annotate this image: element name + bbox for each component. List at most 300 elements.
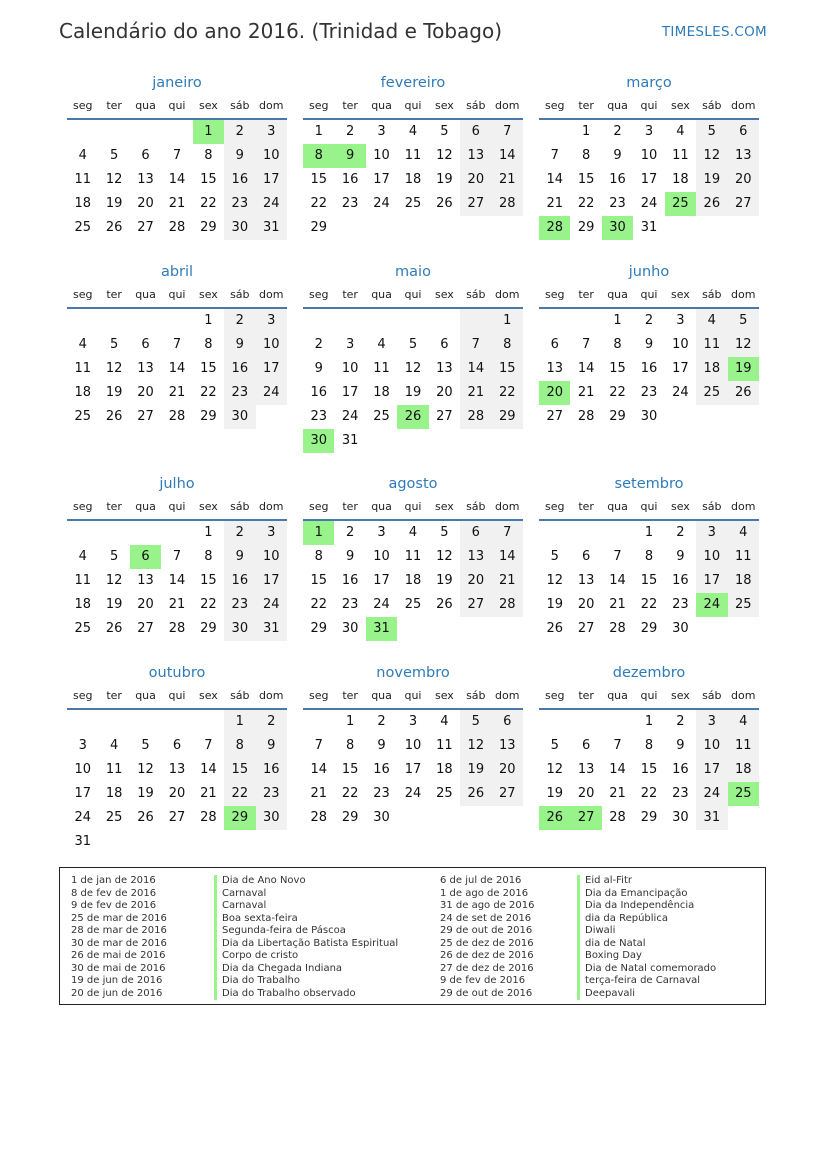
- day-cell[interactable]: 30: [672, 810, 689, 825]
- day-cell[interactable]: 15: [224, 758, 255, 782]
- day-cell[interactable]: 29: [310, 621, 327, 636]
- day-cell[interactable]: 4: [78, 337, 87, 352]
- day-cell[interactable]: 13: [168, 762, 186, 777]
- day-cell[interactable]: 19: [436, 172, 453, 187]
- day-cell[interactable]: 27: [168, 810, 186, 825]
- day-cell[interactable]: 28: [492, 192, 523, 216]
- day-cell[interactable]: 10: [341, 361, 359, 376]
- day-cell[interactable]: 23: [609, 196, 626, 211]
- day-cell[interactable]: 6: [130, 545, 161, 569]
- day-cell[interactable]: 7: [172, 148, 182, 163]
- day-cell[interactable]: 20: [460, 168, 491, 192]
- day-cell[interactable]: 15: [200, 172, 217, 187]
- day-cell[interactable]: 12: [546, 762, 563, 777]
- day-cell[interactable]: 4: [109, 738, 119, 753]
- day-cell[interactable]: 5: [696, 120, 727, 144]
- day-cell[interactable]: 25: [728, 593, 759, 617]
- day-cell[interactable]: 16: [310, 385, 327, 400]
- day-cell[interactable]: 12: [105, 172, 123, 187]
- day-cell[interactable]: 19: [436, 573, 453, 588]
- day-cell[interactable]: 29: [341, 810, 359, 825]
- day-cell[interactable]: 26: [460, 782, 491, 806]
- day-cell[interactable]: 19: [105, 597, 123, 612]
- day-cell[interactable]: 7: [581, 337, 591, 352]
- day-cell[interactable]: 4: [728, 521, 759, 545]
- day-cell[interactable]: 27: [728, 192, 759, 216]
- day-cell[interactable]: 14: [310, 762, 327, 777]
- brand-logo[interactable]: TIMESLES.COM: [661, 24, 767, 40]
- day-cell[interactable]: 6: [460, 120, 491, 144]
- day-cell[interactable]: 23: [640, 385, 658, 400]
- day-cell[interactable]: 26: [397, 405, 428, 429]
- day-cell[interactable]: 23: [224, 192, 255, 216]
- day-cell[interactable]: 3: [256, 120, 287, 144]
- day-cell[interactable]: 3: [676, 313, 685, 328]
- day-cell[interactable]: 24: [696, 593, 727, 617]
- day-cell[interactable]: 3: [78, 738, 87, 753]
- day-cell[interactable]: 29: [640, 621, 658, 636]
- day-cell[interactable]: 31: [74, 834, 91, 849]
- day-cell[interactable]: 24: [373, 597, 390, 612]
- day-cell[interactable]: 26: [539, 806, 570, 830]
- day-cell[interactable]: 27: [137, 409, 154, 424]
- day-cell[interactable]: 31: [341, 433, 359, 448]
- day-cell[interactable]: 1: [204, 525, 213, 540]
- day-cell[interactable]: 23: [224, 381, 255, 405]
- day-cell[interactable]: 17: [256, 357, 287, 381]
- day-cell[interactable]: 12: [404, 361, 422, 376]
- day-cell[interactable]: 22: [310, 597, 327, 612]
- day-cell[interactable]: 26: [728, 381, 759, 405]
- day-cell[interactable]: 25: [696, 381, 727, 405]
- day-cell[interactable]: 11: [373, 361, 390, 376]
- day-cell[interactable]: 29: [640, 810, 658, 825]
- day-cell[interactable]: 5: [109, 549, 119, 564]
- day-cell[interactable]: 14: [609, 573, 626, 588]
- day-cell[interactable]: 21: [546, 196, 563, 211]
- day-cell[interactable]: 19: [460, 758, 491, 782]
- day-cell[interactable]: 27: [460, 192, 491, 216]
- day-cell[interactable]: 5: [440, 525, 449, 540]
- day-cell[interactable]: 13: [137, 573, 154, 588]
- day-cell[interactable]: 15: [640, 762, 658, 777]
- day-cell[interactable]: 27: [546, 409, 563, 424]
- day-cell[interactable]: 7: [172, 337, 182, 352]
- day-cell[interactable]: 30: [341, 621, 359, 636]
- day-cell[interactable]: 2: [377, 714, 386, 729]
- day-cell[interactable]: 6: [550, 337, 559, 352]
- day-cell[interactable]: 22: [609, 385, 626, 400]
- day-cell[interactable]: 16: [341, 172, 359, 187]
- day-cell[interactable]: 25: [728, 782, 759, 806]
- day-cell[interactable]: 7: [204, 738, 213, 753]
- day-cell[interactable]: 9: [314, 361, 323, 376]
- day-cell[interactable]: 17: [373, 573, 390, 588]
- day-cell[interactable]: 10: [256, 144, 287, 168]
- day-cell[interactable]: 17: [696, 569, 727, 593]
- day-cell[interactable]: 10: [696, 545, 727, 569]
- day-cell[interactable]: 12: [436, 549, 453, 564]
- day-cell[interactable]: 26: [696, 192, 727, 216]
- day-cell[interactable]: 29: [224, 806, 255, 830]
- day-cell[interactable]: 10: [256, 545, 287, 569]
- day-cell[interactable]: 15: [310, 573, 327, 588]
- day-cell[interactable]: 7: [172, 549, 182, 564]
- day-cell[interactable]: 16: [224, 168, 255, 192]
- day-cell[interactable]: 24: [672, 385, 689, 400]
- day-cell[interactable]: 17: [640, 172, 658, 187]
- day-cell[interactable]: 27: [436, 409, 453, 424]
- day-cell[interactable]: 27: [137, 220, 154, 235]
- day-cell[interactable]: 21: [310, 786, 327, 801]
- day-cell[interactable]: 8: [492, 333, 523, 357]
- day-cell[interactable]: 14: [492, 144, 523, 168]
- day-cell[interactable]: 15: [310, 172, 327, 187]
- day-cell[interactable]: 2: [345, 124, 355, 139]
- day-cell[interactable]: 15: [200, 573, 217, 588]
- day-cell[interactable]: 4: [728, 710, 759, 734]
- day-cell[interactable]: 16: [672, 762, 689, 777]
- day-cell[interactable]: 22: [341, 786, 359, 801]
- day-cell[interactable]: 21: [460, 381, 491, 405]
- day-cell[interactable]: 8: [303, 144, 334, 168]
- day-cell[interactable]: 21: [492, 569, 523, 593]
- day-cell[interactable]: 26: [137, 810, 154, 825]
- day-cell[interactable]: 4: [78, 549, 87, 564]
- day-cell[interactable]: 10: [373, 148, 390, 163]
- day-cell[interactable]: 11: [74, 361, 91, 376]
- day-cell[interactable]: 2: [224, 309, 255, 333]
- day-cell[interactable]: 23: [310, 409, 327, 424]
- day-cell[interactable]: 14: [200, 762, 217, 777]
- day-cell[interactable]: 31: [696, 806, 727, 830]
- day-cell[interactable]: 13: [577, 573, 595, 588]
- day-cell[interactable]: 3: [408, 714, 418, 729]
- day-cell[interactable]: 5: [550, 738, 559, 753]
- day-cell[interactable]: 20: [137, 597, 154, 612]
- day-cell[interactable]: 6: [728, 120, 759, 144]
- day-cell[interactable]: 5: [141, 738, 150, 753]
- day-cell[interactable]: 10: [696, 734, 727, 758]
- day-cell[interactable]: 16: [373, 762, 390, 777]
- day-cell[interactable]: 6: [440, 337, 449, 352]
- day-cell[interactable]: 1: [314, 124, 323, 139]
- day-cell[interactable]: 1: [204, 313, 213, 328]
- day-cell[interactable]: 20: [137, 385, 154, 400]
- day-cell[interactable]: 24: [74, 810, 91, 825]
- day-cell[interactable]: 10: [373, 549, 390, 564]
- day-cell[interactable]: 17: [256, 569, 287, 593]
- day-cell[interactable]: 29: [492, 405, 523, 429]
- day-cell[interactable]: 11: [672, 148, 689, 163]
- day-cell[interactable]: 11: [74, 573, 91, 588]
- day-cell[interactable]: 28: [168, 409, 186, 424]
- day-cell[interactable]: 15: [492, 357, 523, 381]
- day-cell[interactable]: 16: [224, 357, 255, 381]
- day-cell[interactable]: 14: [168, 361, 186, 376]
- day-cell[interactable]: 11: [728, 734, 759, 758]
- day-cell[interactable]: 24: [256, 192, 287, 216]
- day-cell[interactable]: 13: [436, 361, 453, 376]
- day-cell[interactable]: 19: [404, 385, 422, 400]
- day-cell[interactable]: 8: [644, 549, 654, 564]
- day-cell[interactable]: 26: [546, 621, 563, 636]
- day-cell[interactable]: 12: [105, 573, 123, 588]
- day-cell[interactable]: 17: [404, 762, 422, 777]
- day-cell[interactable]: 19: [105, 385, 123, 400]
- day-cell[interactable]: 20: [168, 786, 186, 801]
- day-cell[interactable]: 29: [577, 220, 595, 235]
- day-cell[interactable]: 20: [539, 381, 570, 405]
- day-cell[interactable]: 9: [676, 549, 685, 564]
- day-cell[interactable]: 3: [345, 337, 355, 352]
- day-cell[interactable]: 30: [672, 621, 689, 636]
- day-cell[interactable]: 22: [577, 196, 595, 211]
- day-cell[interactable]: 28: [310, 810, 327, 825]
- day-cell[interactable]: 2: [676, 714, 685, 729]
- day-cell[interactable]: 9: [644, 337, 654, 352]
- day-cell[interactable]: 14: [168, 172, 186, 187]
- day-cell[interactable]: 7: [492, 521, 523, 545]
- day-cell[interactable]: 3: [696, 710, 727, 734]
- day-cell[interactable]: 1: [613, 313, 622, 328]
- day-cell[interactable]: 4: [696, 309, 727, 333]
- day-cell[interactable]: 1: [193, 120, 224, 144]
- day-cell[interactable]: 22: [224, 782, 255, 806]
- day-cell[interactable]: 21: [609, 786, 626, 801]
- day-cell[interactable]: 21: [168, 196, 186, 211]
- day-cell[interactable]: 25: [74, 409, 91, 424]
- day-cell[interactable]: 30: [256, 806, 287, 830]
- day-cell[interactable]: 5: [460, 710, 491, 734]
- day-cell[interactable]: 22: [200, 385, 217, 400]
- day-cell[interactable]: 21: [577, 385, 595, 400]
- day-cell[interactable]: 28: [460, 405, 491, 429]
- day-cell[interactable]: 23: [672, 597, 689, 612]
- day-cell[interactable]: 13: [137, 172, 154, 187]
- day-cell[interactable]: 30: [224, 216, 255, 240]
- day-cell[interactable]: 23: [256, 782, 287, 806]
- day-cell[interactable]: 18: [672, 172, 689, 187]
- day-cell[interactable]: 4: [408, 124, 418, 139]
- day-cell[interactable]: 4: [676, 124, 685, 139]
- day-cell[interactable]: 13: [460, 144, 491, 168]
- day-cell[interactable]: 25: [74, 621, 91, 636]
- day-cell[interactable]: 18: [404, 573, 422, 588]
- day-cell[interactable]: 1: [303, 521, 334, 545]
- day-cell[interactable]: 12: [137, 762, 154, 777]
- day-cell[interactable]: 13: [492, 734, 523, 758]
- day-cell[interactable]: 5: [728, 309, 759, 333]
- day-cell[interactable]: 26: [105, 621, 123, 636]
- day-cell[interactable]: 2: [613, 124, 622, 139]
- day-cell[interactable]: 10: [256, 333, 287, 357]
- day-cell[interactable]: 18: [728, 569, 759, 593]
- day-cell[interactable]: 20: [436, 385, 453, 400]
- day-cell[interactable]: 6: [172, 738, 182, 753]
- day-cell[interactable]: 2: [345, 525, 355, 540]
- day-cell[interactable]: 13: [546, 361, 563, 376]
- day-cell[interactable]: 24: [404, 786, 422, 801]
- day-cell[interactable]: 2: [224, 521, 255, 545]
- day-cell[interactable]: 16: [256, 758, 287, 782]
- day-cell[interactable]: 28: [609, 621, 626, 636]
- day-cell[interactable]: 7: [613, 549, 622, 564]
- day-cell[interactable]: 9: [256, 734, 287, 758]
- day-cell[interactable]: 30: [373, 810, 390, 825]
- day-cell[interactable]: 14: [609, 762, 626, 777]
- day-cell[interactable]: 25: [105, 810, 123, 825]
- day-cell[interactable]: 26: [436, 597, 453, 612]
- day-cell[interactable]: 2: [224, 120, 255, 144]
- day-cell[interactable]: 23: [341, 597, 359, 612]
- day-cell[interactable]: 30: [640, 409, 658, 424]
- day-cell[interactable]: 17: [74, 786, 91, 801]
- day-cell[interactable]: 31: [366, 617, 397, 641]
- day-cell[interactable]: 16: [224, 569, 255, 593]
- day-cell[interactable]: 20: [137, 196, 154, 211]
- day-cell[interactable]: 9: [224, 545, 255, 569]
- day-cell[interactable]: 28: [609, 810, 626, 825]
- day-cell[interactable]: 18: [105, 786, 123, 801]
- day-cell[interactable]: 8: [204, 549, 213, 564]
- day-cell[interactable]: 23: [373, 786, 390, 801]
- day-cell[interactable]: 15: [200, 361, 217, 376]
- day-cell[interactable]: 21: [609, 597, 626, 612]
- day-cell[interactable]: 25: [373, 409, 390, 424]
- day-cell[interactable]: 24: [256, 381, 287, 405]
- day-cell[interactable]: 3: [256, 521, 287, 545]
- day-cell[interactable]: 7: [460, 333, 491, 357]
- day-cell[interactable]: 19: [137, 786, 154, 801]
- day-cell[interactable]: 29: [200, 621, 217, 636]
- day-cell[interactable]: 27: [570, 806, 601, 830]
- day-cell[interactable]: 12: [728, 333, 759, 357]
- day-cell[interactable]: 8: [314, 549, 323, 564]
- day-cell[interactable]: 25: [436, 786, 453, 801]
- day-cell[interactable]: 8: [345, 738, 355, 753]
- day-cell[interactable]: 17: [696, 758, 727, 782]
- day-cell[interactable]: 23: [224, 593, 255, 617]
- day-cell[interactable]: 14: [492, 545, 523, 569]
- day-cell[interactable]: 1: [492, 309, 523, 333]
- day-cell[interactable]: 25: [404, 196, 422, 211]
- day-cell[interactable]: 24: [640, 196, 658, 211]
- day-cell[interactable]: 25: [665, 192, 696, 216]
- day-cell[interactable]: 11: [436, 738, 453, 753]
- day-cell[interactable]: 3: [377, 124, 386, 139]
- day-cell[interactable]: 27: [460, 593, 491, 617]
- day-cell[interactable]: 12: [105, 361, 123, 376]
- day-cell[interactable]: 30: [303, 429, 334, 453]
- day-cell[interactable]: 14: [460, 357, 491, 381]
- day-cell[interactable]: 21: [200, 786, 217, 801]
- day-cell[interactable]: 20: [728, 168, 759, 192]
- day-cell[interactable]: 28: [168, 621, 186, 636]
- day-cell[interactable]: 19: [728, 357, 759, 381]
- day-cell[interactable]: 22: [640, 786, 658, 801]
- day-cell[interactable]: 5: [550, 549, 559, 564]
- day-cell[interactable]: 14: [168, 573, 186, 588]
- day-cell[interactable]: 16: [672, 573, 689, 588]
- day-cell[interactable]: 16: [341, 573, 359, 588]
- day-cell[interactable]: 18: [696, 357, 727, 381]
- day-cell[interactable]: 9: [345, 549, 355, 564]
- day-cell[interactable]: 11: [696, 333, 727, 357]
- day-cell[interactable]: 7: [492, 120, 523, 144]
- day-cell[interactable]: 5: [440, 124, 449, 139]
- day-cell[interactable]: 22: [200, 597, 217, 612]
- day-cell[interactable]: 6: [581, 738, 591, 753]
- day-cell[interactable]: 18: [74, 385, 91, 400]
- day-cell[interactable]: 4: [78, 148, 87, 163]
- day-cell[interactable]: 20: [577, 786, 595, 801]
- day-cell[interactable]: 8: [204, 148, 213, 163]
- day-cell[interactable]: 4: [377, 337, 386, 352]
- day-cell[interactable]: 26: [105, 220, 123, 235]
- day-cell[interactable]: 28: [168, 220, 186, 235]
- day-cell[interactable]: 22: [640, 597, 658, 612]
- day-cell[interactable]: 8: [224, 734, 255, 758]
- day-cell[interactable]: 28: [577, 409, 595, 424]
- day-cell[interactable]: 30: [224, 617, 255, 641]
- day-cell[interactable]: 27: [137, 621, 154, 636]
- day-cell[interactable]: 28: [539, 216, 570, 240]
- day-cell[interactable]: 13: [728, 144, 759, 168]
- day-cell[interactable]: 11: [728, 545, 759, 569]
- day-cell[interactable]: 2: [314, 337, 323, 352]
- day-cell[interactable]: 2: [644, 313, 654, 328]
- day-cell[interactable]: 18: [436, 762, 453, 777]
- day-cell[interactable]: 8: [581, 148, 591, 163]
- day-cell[interactable]: 29: [310, 220, 327, 235]
- day-cell[interactable]: 15: [609, 361, 626, 376]
- day-cell[interactable]: 30: [224, 405, 255, 429]
- day-cell[interactable]: 1: [224, 710, 255, 734]
- day-cell[interactable]: 24: [256, 593, 287, 617]
- day-cell[interactable]: 31: [256, 216, 287, 240]
- day-cell[interactable]: 22: [310, 196, 327, 211]
- day-cell[interactable]: 9: [676, 738, 685, 753]
- day-cell[interactable]: 11: [404, 549, 422, 564]
- day-cell[interactable]: 18: [74, 597, 91, 612]
- day-cell[interactable]: 28: [492, 593, 523, 617]
- day-cell[interactable]: 10: [672, 337, 689, 352]
- day-cell[interactable]: 15: [640, 573, 658, 588]
- day-cell[interactable]: 9: [377, 738, 386, 753]
- day-cell[interactable]: 13: [577, 762, 595, 777]
- day-cell[interactable]: 10: [404, 738, 422, 753]
- day-cell[interactable]: 19: [105, 196, 123, 211]
- day-cell[interactable]: 15: [577, 172, 595, 187]
- day-cell[interactable]: 13: [460, 545, 491, 569]
- day-cell[interactable]: 17: [256, 168, 287, 192]
- day-cell[interactable]: 6: [141, 337, 150, 352]
- day-cell[interactable]: 20: [460, 569, 491, 593]
- day-cell[interactable]: 3: [256, 309, 287, 333]
- day-cell[interactable]: 4: [440, 714, 449, 729]
- day-cell[interactable]: 8: [204, 337, 213, 352]
- day-cell[interactable]: 23: [341, 196, 359, 211]
- day-cell[interactable]: 29: [200, 409, 217, 424]
- day-cell[interactable]: 11: [74, 172, 91, 187]
- day-cell[interactable]: 5: [109, 148, 119, 163]
- day-cell[interactable]: 14: [546, 172, 563, 187]
- day-cell[interactable]: 25: [74, 220, 91, 235]
- day-cell[interactable]: 8: [613, 337, 622, 352]
- day-cell[interactable]: 13: [137, 361, 154, 376]
- day-cell[interactable]: 19: [696, 168, 727, 192]
